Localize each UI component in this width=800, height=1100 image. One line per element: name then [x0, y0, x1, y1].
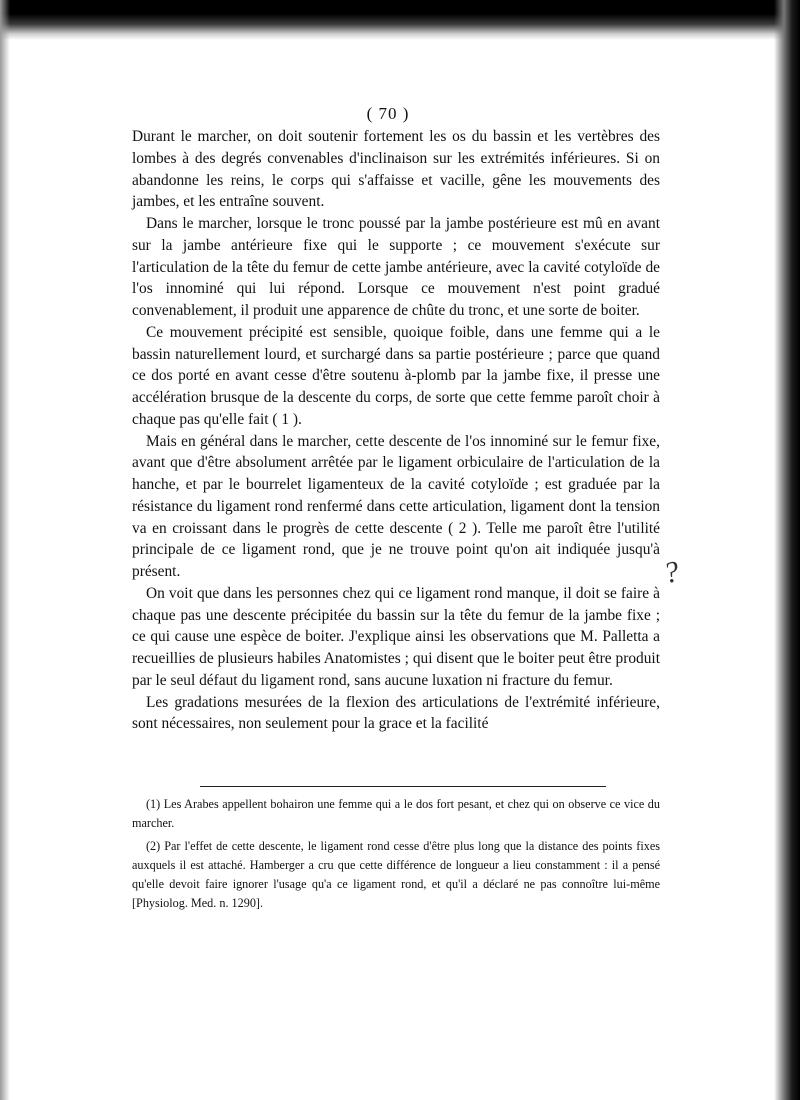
margin-question-mark: ? — [660, 554, 683, 591]
paragraph-1: Durant le marcher, on doit soutenir fortement les os du bassin et les vertèbres des lombes à des degrés convenables d'inclinaison sur les extrémités inférieures. Si on abandonne les reins, le corps qui s'affaisse et vacille, gêne les mouvements des jambes, et les entraîne souvent. — [132, 128, 660, 211]
paragraph-4: Mais en général dans le marcher, cette descente de l'os innominé sur le femur fixe, avant que d'être absolument arrêtée par le ligament orbiculaire de l'articulation de la hanche, et par le bourrelet ligamenteux de la cavité cotyloïde ; est graduée par la résistance du ligament rond renfermé dans cette articulation, ligament dont la tension va en croissant dans le progrès de cette descente ( 2 ). Telle me paroît être l'utilité principale de ce ligament rond, que je ne trouve point qu'on ait indiquée jusqu'à présent. — [132, 432, 660, 580]
scan-right-border — [774, 0, 800, 1100]
paragraph-5: On voit que dans les personnes chez qui ce ligament rond manque, il doit se faire à chaque pas une descente précipitée du bassin sur la tête du femur de la jambe fixe ; ce qui cause une espèce de boiter. J'explique ainsi les observations que M. Palletta a recueillies de plusieurs habiles Anatomistes ; qui disent que le boiter peut être produit par le seul défaut du ligament rond, sans aucune luxation ni fracture du femur. — [132, 584, 660, 689]
paragraph-6: Les gradations mesurées de la flexion des articulations de l'extrémité inférieure, sont nécessaires, non seulement pour la grace et la facilité — [132, 693, 660, 733]
scan-top-border — [0, 0, 800, 40]
paragraph-3: Ce mouvement précipité est sensible, quoique foible, dans une femme qui a le bassin naturellement lourd, et surchargé dans sa partie postérieure ; parce que quand ce dos porté en avant cesse d'être soutenu à-plomb par la jambe fixe, il presse une accélération brusque de la descente du corps, de sorte que cette femme paroît choir à chaque pas qu'elle fait ( 1 ). — [132, 323, 660, 428]
footnotes — [132, 795, 660, 917]
page-number: ( 70 ) — [366, 104, 410, 123]
paragraph-2: Dans le marcher, lorsque le tronc poussé par la jambe postérieure est mû en avant sur la jambe antérieure fixe qui le supporte ; ce mouvement s'exécute sur l'articulation de la tête du femur de cette jambe antérieure, avec la cavité cotyloïde de l'os innominé qui lui répond. Lorsque ce mouvement n'est point gradué convenablement, il produit une apparence de chûte du tronc, et une sorte de boiter. — [132, 215, 660, 319]
footnote-divider — [200, 786, 606, 787]
body-text — [132, 126, 660, 735]
footnote-2: (2) Par l'effet de cette descente, le ligament rond cesse d'être plus long que la distance des points fixes auxquels il est attaché. Hamberger a cru que cette différence de longueur a lieu constamment : il a pensé qu'elle devoit faire ignorer l'usage qu'a ce ligament rond, et qu'il a déclaré ne pas connoître lui-même [Physiolog. Med. n. 1290]. — [132, 839, 660, 910]
footnote-1: (1) Les Arabes appellent bohairon une femme qui a le dos fort pesant, et chez qui on observe ce vice du marcher. — [132, 797, 660, 830]
scan-left-edge — [0, 0, 10, 1100]
